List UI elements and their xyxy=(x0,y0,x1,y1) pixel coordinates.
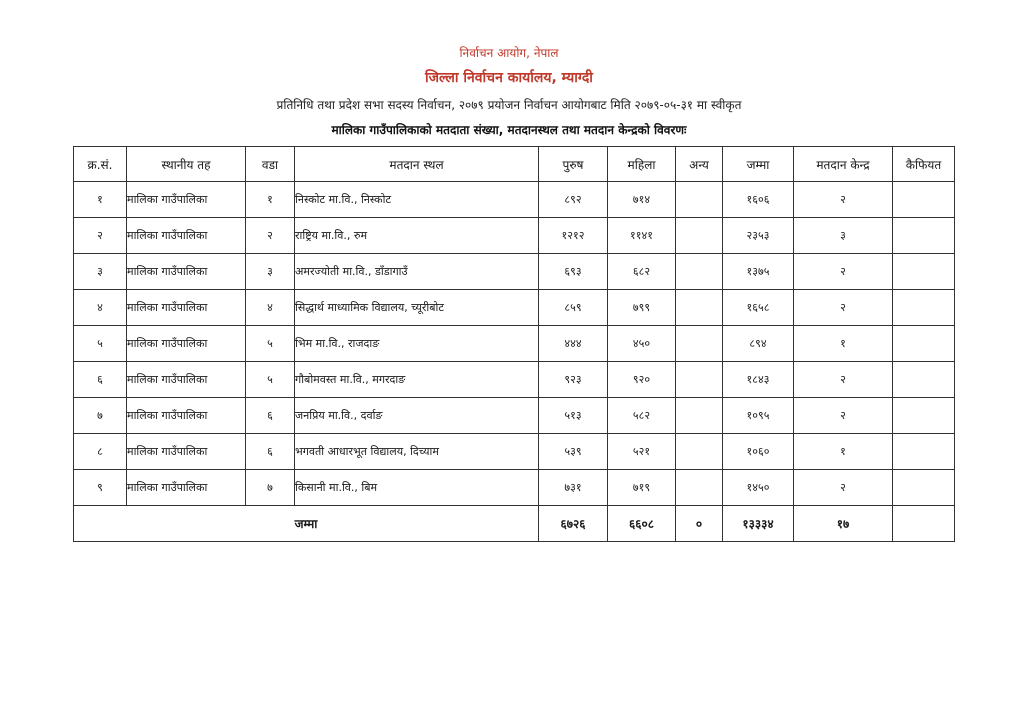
cell-serial: १ xyxy=(74,182,127,218)
cell-female: ११४१ xyxy=(608,218,676,254)
total-label: जम्मा xyxy=(74,506,539,542)
total-remarks xyxy=(893,506,955,542)
col-header-polling-centers: मतदान केन्द्र xyxy=(794,147,893,182)
cell-polling-place: निस्कोट मा.वि., निस्कोट xyxy=(295,182,539,218)
cell-total: १६५८ xyxy=(723,290,794,326)
cell-male: ८५९ xyxy=(539,290,608,326)
cell-ward: ३ xyxy=(246,254,295,290)
cell-polling-centers: २ xyxy=(794,290,893,326)
cell-serial: ९ xyxy=(74,470,127,506)
cell-female: ४५० xyxy=(608,326,676,362)
table-row xyxy=(74,398,955,434)
table-row xyxy=(74,434,955,470)
cell-total: २३५३ xyxy=(723,218,794,254)
cell-other xyxy=(676,434,723,470)
cell-male: ८९२ xyxy=(539,182,608,218)
cell-local-level: मालिका गाउँपालिका xyxy=(127,254,246,290)
cell-male: १२१२ xyxy=(539,218,608,254)
cell-total: ८९४ xyxy=(723,326,794,362)
cell-female: ७१४ xyxy=(608,182,676,218)
total-other: ० xyxy=(676,506,723,542)
col-header-serial: क्र.सं. xyxy=(74,147,127,182)
cell-total: १८४३ xyxy=(723,362,794,398)
cell-total: १३७५ xyxy=(723,254,794,290)
table-row xyxy=(74,290,955,326)
cell-remarks xyxy=(893,254,955,290)
cell-local-level: मालिका गाउँपालिका xyxy=(127,434,246,470)
col-header-total: जम्मा xyxy=(723,147,794,182)
cell-polling-centers: २ xyxy=(794,362,893,398)
cell-serial: ८ xyxy=(74,434,127,470)
cell-female: ७९९ xyxy=(608,290,676,326)
voter-statistics-table xyxy=(73,146,955,542)
total-female: ६६०८ xyxy=(608,506,676,542)
table-row xyxy=(74,218,955,254)
cell-polling-place: जनप्रिय मा.वि., दर्वाङ xyxy=(295,398,539,434)
cell-local-level: मालिका गाउँपालिका xyxy=(127,362,246,398)
cell-local-level: मालिका गाउँपालिका xyxy=(127,290,246,326)
cell-remarks xyxy=(893,290,955,326)
table-body xyxy=(74,182,955,506)
office-title: जिल्ला निर्वाचन कार्यालय, म्याग्दी xyxy=(425,70,593,86)
col-header-ward: वडा xyxy=(246,147,295,182)
cell-polling-place: गौबोमवस्त मा.वि., मगरदाङ xyxy=(295,362,539,398)
cell-other xyxy=(676,362,723,398)
cell-remarks xyxy=(893,470,955,506)
cell-remarks xyxy=(893,218,955,254)
total-row xyxy=(74,506,955,542)
cell-remarks xyxy=(893,326,955,362)
cell-ward: ६ xyxy=(246,434,295,470)
cell-serial: ५ xyxy=(74,326,127,362)
col-header-male: पुरुष xyxy=(539,147,608,182)
cell-other xyxy=(676,470,723,506)
cell-ward: ६ xyxy=(246,398,295,434)
cell-total: १०९५ xyxy=(723,398,794,434)
cell-male: ७३१ xyxy=(539,470,608,506)
cell-male: ६९३ xyxy=(539,254,608,290)
cell-polling-place: भगवती आधारभूत विद्यालय, दिच्याम xyxy=(295,434,539,470)
cell-polling-centers: २ xyxy=(794,254,893,290)
cell-other xyxy=(676,254,723,290)
document-subtitle: प्रतिनिधि तथा प्रदेश सभा सदस्य निर्वाचन, २०७९ प्रयोजन निर्वाचन आयोगबाट मिति २०७९-०५-३१ मा स्वीकृत xyxy=(276,98,742,112)
total-polling-centers: १७ xyxy=(794,506,893,542)
cell-female: ९२० xyxy=(608,362,676,398)
cell-female: ५८२ xyxy=(608,398,676,434)
cell-ward: ५ xyxy=(246,326,295,362)
table-caption: मालिका गाउँपालिकाको मतदाता संख्या, मतदानस्थल तथा मतदान केन्द्रको विवरणः xyxy=(331,123,687,137)
cell-female: ७१९ xyxy=(608,470,676,506)
cell-local-level: मालिका गाउँपालिका xyxy=(127,398,246,434)
cell-remarks xyxy=(893,434,955,470)
cell-total: १४५० xyxy=(723,470,794,506)
cell-remarks xyxy=(893,182,955,218)
cell-other xyxy=(676,290,723,326)
cell-total: १०६० xyxy=(723,434,794,470)
cell-polling-place: किसानी मा.वि., बिम xyxy=(295,470,539,506)
cell-other xyxy=(676,218,723,254)
col-header-female: महिला xyxy=(608,147,676,182)
col-header-other: अन्य xyxy=(676,147,723,182)
cell-polling-centers: २ xyxy=(794,398,893,434)
cell-remarks xyxy=(893,398,955,434)
cell-female: ६८२ xyxy=(608,254,676,290)
col-header-polling-place: मतदान स्थल xyxy=(295,147,539,182)
cell-polling-centers: २ xyxy=(794,182,893,218)
cell-remarks xyxy=(893,362,955,398)
table-header-row xyxy=(74,147,955,182)
cell-polling-place: अमरज्योती मा.वि., डाँडागाउँ xyxy=(295,254,539,290)
cell-male: ९२३ xyxy=(539,362,608,398)
cell-polling-centers: १ xyxy=(794,434,893,470)
total-male: ६७२६ xyxy=(539,506,608,542)
cell-polling-centers: १ xyxy=(794,326,893,362)
cell-polling-place: भिम मा.वि., राजदाङ xyxy=(295,326,539,362)
table-row xyxy=(74,470,955,506)
cell-ward: २ xyxy=(246,218,295,254)
cell-ward: १ xyxy=(246,182,295,218)
cell-local-level: मालिका गाउँपालिका xyxy=(127,218,246,254)
cell-other xyxy=(676,398,723,434)
col-header-remarks: कैफियत xyxy=(893,147,955,182)
table-row xyxy=(74,362,955,398)
cell-serial: ४ xyxy=(74,290,127,326)
cell-other xyxy=(676,182,723,218)
cell-serial: ३ xyxy=(74,254,127,290)
cell-serial: २ xyxy=(74,218,127,254)
cell-male: ५३९ xyxy=(539,434,608,470)
cell-male: ५१३ xyxy=(539,398,608,434)
cell-serial: ६ xyxy=(74,362,127,398)
cell-ward: ७ xyxy=(246,470,295,506)
table-row xyxy=(74,326,955,362)
cell-polling-place: राष्ट्रिय मा.वि., रुम xyxy=(295,218,539,254)
cell-ward: ५ xyxy=(246,362,295,398)
cell-other xyxy=(676,326,723,362)
cell-polling-centers: ३ xyxy=(794,218,893,254)
cell-polling-place: सिद्धार्थ माध्यामिक विद्यालय, च्यूरीबोट xyxy=(295,290,539,326)
cell-male: ४४४ xyxy=(539,326,608,362)
organization-name: निर्वाचन आयोग, नेपाल xyxy=(459,46,559,60)
table-row xyxy=(74,254,955,290)
table-row xyxy=(74,182,955,218)
cell-female: ५२१ xyxy=(608,434,676,470)
cell-local-level: मालिका गाउँपालिका xyxy=(127,470,246,506)
cell-polling-centers: २ xyxy=(794,470,893,506)
cell-local-level: मालिका गाउँपालिका xyxy=(127,182,246,218)
cell-total: १६०६ xyxy=(723,182,794,218)
col-header-local-level: स्थानीय तह xyxy=(127,147,246,182)
cell-ward: ४ xyxy=(246,290,295,326)
cell-local-level: मालिका गाउँपालिका xyxy=(127,326,246,362)
total-voters: १३३३४ xyxy=(723,506,794,542)
cell-serial: ७ xyxy=(74,398,127,434)
